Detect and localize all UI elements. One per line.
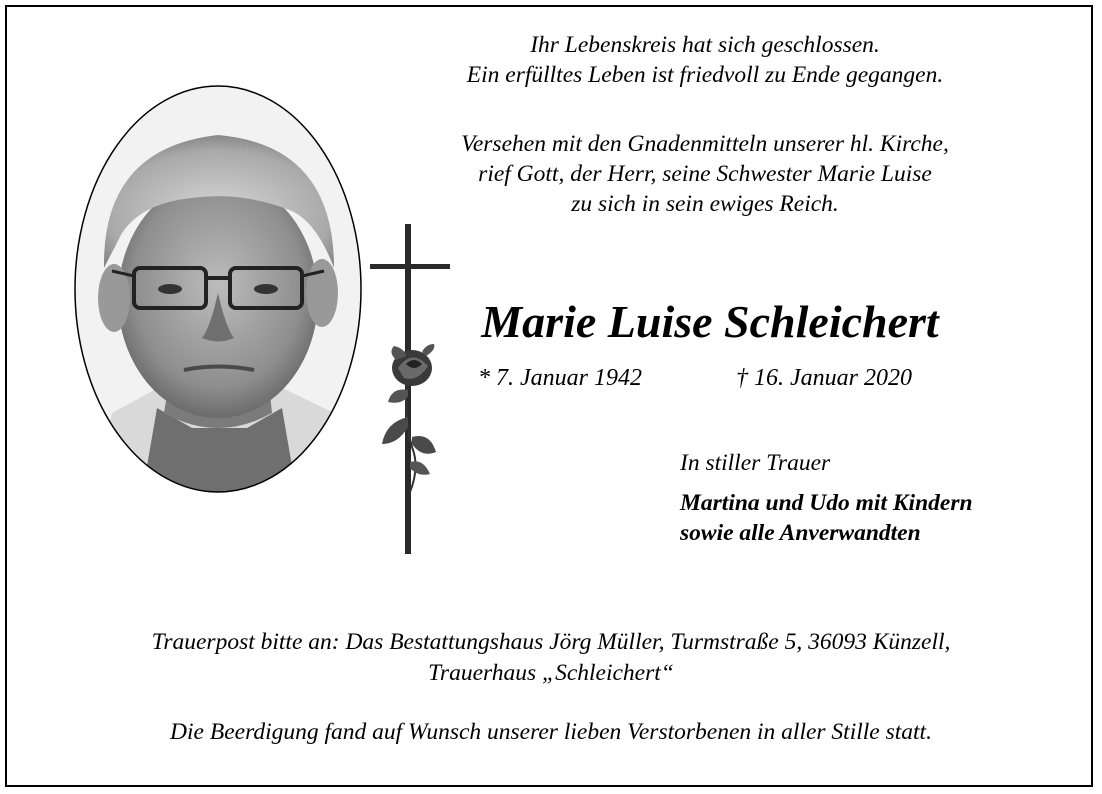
deceased-name: Marie Luise Schleichert — [481, 296, 939, 347]
portrait-photo — [72, 83, 364, 495]
mourners-line-2: sowie alle Anverwandten — [680, 520, 921, 546]
intro-line-3: Versehen mit den Gnadenmitteln unserer hl. Kirche, — [461, 131, 949, 157]
condolence-address — [20, 627, 1082, 689]
intro-verse — [380, 30, 1030, 219]
condolence-line-2: Trauerhaus „Schleichert“ — [428, 660, 674, 686]
mourners-list — [680, 488, 973, 548]
mourning-intro: In stiller Trauer — [680, 450, 831, 476]
intro-line-2: Ein erfülltes Leben ist friedvoll zu Ende gegangen. — [466, 62, 944, 88]
funeral-note: Die Beerdigung fand auf Wunsch unserer lieben Verstorbenen in aller Stille statt. — [170, 719, 932, 745]
intro-line-1: Ihr Lebenskreis hat sich geschlossen. — [530, 32, 880, 58]
condolence-line-1: Trauerpost bitte an: Das Bestattungshaus Jörg Müller, Turmstraße 5, 36093 Künzell, — [151, 629, 951, 655]
birth-date: * 7. Januar 1942 — [478, 365, 642, 391]
intro-line-5: zu sich in sein ewiges Reich. — [571, 191, 839, 217]
cross-with-rose-icon — [368, 222, 454, 556]
death-date: † 16. Januar 2020 — [736, 365, 912, 391]
intro-line-4: rief Gott, der Herr, seine Schwester Marie Luise — [478, 161, 932, 187]
mourners-line-1: Martina und Udo mit Kindern — [680, 490, 973, 516]
